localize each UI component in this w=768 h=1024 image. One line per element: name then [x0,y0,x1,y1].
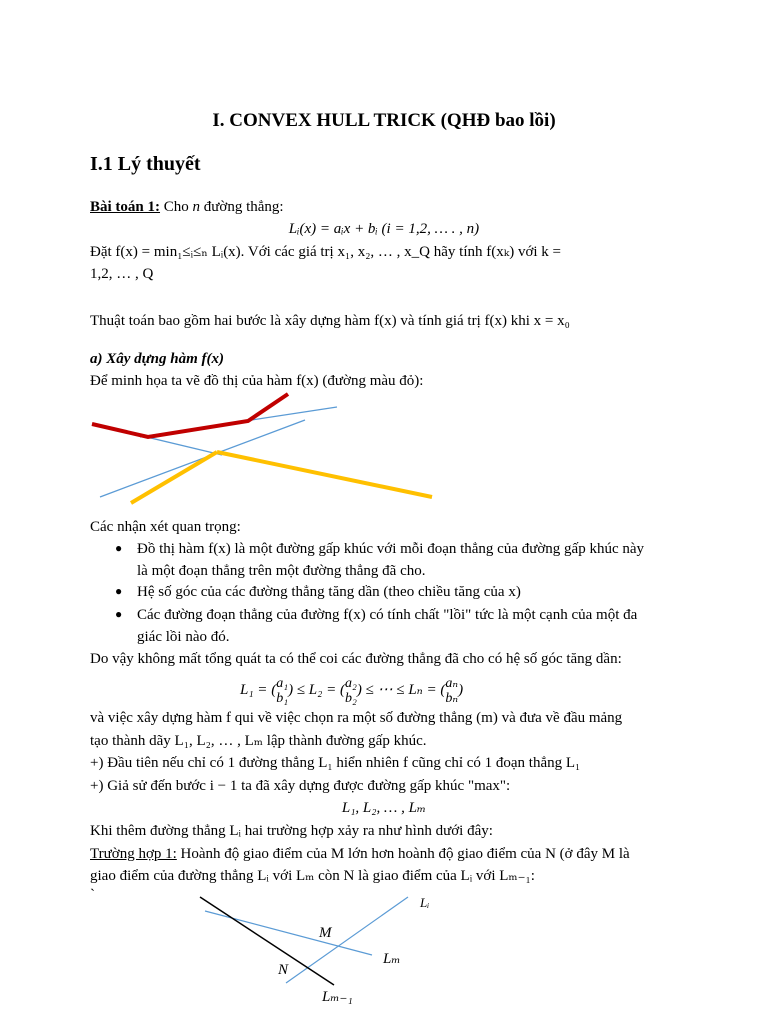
remark-3b: giác lồi nào đó. [137,629,230,645]
paragraph-4: +) Đầu tiên nếu chỉ có 1 đường thẳng L₁ hiển nhiên f cũng chỉ có 1 đoạn thẳng L₁ [90,755,581,771]
yellow-line-1 [131,452,217,503]
remark-1a: Đồ thị hàm f(x) là một đường gấp khúc với mỗi đoạn thẳng của đường gấp khúc này [137,541,645,557]
line-lm-1 [200,897,334,985]
case-1-text: Hoành độ giao điểm của M lớn hơn hoành độ giao điểm của N (ở đây M là [176,846,630,862]
problem-intro-end: đường thẳng: [200,199,284,215]
vector-1: a₁ b₁ [276,675,289,706]
remark-3a: Các đường đoạn thẳng của đường f(x) có tính chất "lồi" tức là một cạnh của một đa [137,607,638,623]
bullet-icon: ● [115,541,123,555]
paragraph-6: Khi thêm đường thẳng Lᵢ hai trường hợp xảy ra như hình dưới đây: [90,823,493,839]
line-formula: Lᵢ(x) = aᵢx + bᵢ (i = 1,2, … . , n) [288,221,480,237]
paragraph-1: Do vậy không mất tổng quát ta có thể coi các đường thẳng đã cho có hệ số góc tăng dần: [90,651,622,667]
problem-n: n [192,199,201,215]
eq-le2: ≤ ⋯ ≤ Lₙ = [365,682,437,698]
subheading-a: a) Xây dựng hàm f(x) [90,351,224,367]
paragraph-2: và việc xây dựng hàm f qui về việc chọn ra một số đường thẳng (m) và đưa về đầu mảng [90,710,623,726]
label-li: Lᵢ [420,895,430,910]
bullet-icon: ● [115,607,123,621]
remark-1b: là một đoạn thẳng trên một đường thẳng đã cho. [137,563,426,579]
label-lm-1: Lₘ₋₁ [322,989,353,1005]
label-m: M [319,925,332,941]
eq-le1: ≤ L₂ = [296,682,337,698]
yellow-line-2 [217,452,432,497]
definition-line: Đặt f(x) = min₁≤ᵢ≤ₙ Lᵢ(x). Với các giá trị x₁, x₂, … , x_Q hãy tính f(xₖ) với k = [90,244,562,260]
illustration-line: Để minh họa ta vẽ đồ thị của hàm f(x) (đường màu đỏ): [90,373,424,389]
problem-label: Bài toán 1: [90,199,161,215]
page-title: I. CONVEX HULL TRICK (QHĐ bao lồi) [212,110,556,131]
definition-line-2: 1,2, … , Q [90,266,154,282]
stray-mark: ` [90,887,95,903]
case-1-line [90,844,630,864]
line-li [286,897,408,983]
sequence-line: L₁, L₂, … , Lₘ [341,800,427,816]
vector-2: a₂ b₂ [344,675,357,706]
eq-l1: L₁ = [240,682,268,698]
section-heading: I.1 Lý thuyết [90,153,201,175]
paragraph-3: tạo thành dãy L₁, L₂, … , Lₘ lập thành đường gấp khúc. [90,733,427,749]
order-equation: L₁ = (a₁ b₁) ≤ L₂ = (a₂ b₂) ≤ ⋯ ≤ Lₙ = (aₙ bₙ) [240,675,464,706]
label-lm: Lₘ [383,951,401,967]
algorithm-line: Thuật toán bao gồm hai bước là xây dựng hàm f(x) và tính giá trị f(x) khi x = x₀ [90,313,570,329]
case-1-line-2: giao điểm của đường thẳng Lᵢ với Lₘ còn N là giao điểm của Lᵢ với Lₘ₋₁: [90,868,535,884]
label-n: N [278,962,289,978]
remarks-title: Các nhận xét quan trọng: [90,519,241,535]
problem-intro: Cho [160,199,193,215]
paragraph-5: +) Giả sử đến bước i − 1 ta đã xây dựng được đường gấp khúc "max": [90,778,511,794]
remark-2: Hệ số góc của các đường thẳng tăng dần (theo chiều tăng của x) [137,584,521,600]
red-polyline [92,394,288,437]
case-1-label: Trường hợp 1: [90,846,177,862]
bullet-icon: ● [115,584,123,598]
vector-n: aₙ bₙ [445,675,459,706]
